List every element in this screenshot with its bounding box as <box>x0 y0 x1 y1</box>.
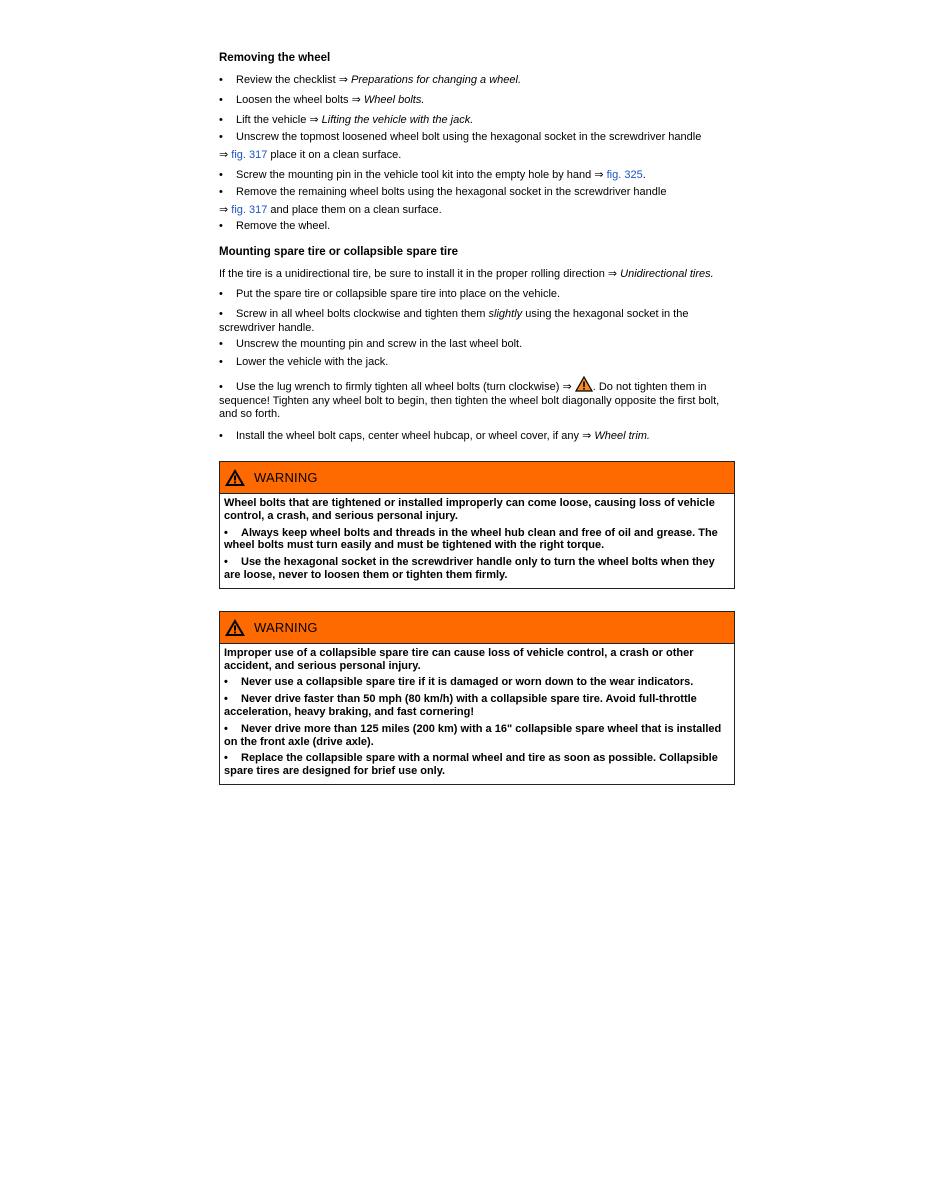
warning-triangle-icon[interactable] <box>575 376 593 392</box>
cross-reference[interactable]: Wheel trim. <box>594 429 650 442</box>
warning-label: WARNING <box>254 470 318 485</box>
warning-point: • Always keep wheel bolts and threads in the wheel hub clean and free of oil and grease. The wheel bolts must turn easily and must be tightened with the right torque. <box>224 526 718 552</box>
warning-label: WARNING <box>254 619 318 635</box>
warning-box-wheel-bolts <box>219 461 735 589</box>
cross-reference[interactable]: Unidirectional tires. <box>620 267 714 280</box>
warning-point: • Replace the collapsible spare with a normal wheel and tire as soon as possible. Collapsible spare tires are designed for brief use only. <box>224 752 718 778</box>
list-item: • Install the wheel bolt caps, center wheel hubcap, or wheel cover, if any ⇒ Wheel trim. <box>219 429 650 442</box>
list-item: • Screw the mounting pin in the vehicle tool kit into the empty hole by hand ⇒ fig. 325. <box>219 169 646 181</box>
warning-triangle-icon <box>224 618 246 637</box>
warning-body <box>220 644 734 784</box>
list-item: • Unscrew the mounting pin and screw in the last wheel bolt. <box>219 338 523 350</box>
list-item: • Use the lug wrench to firmly tighten all wheel bolts (turn clockwise) ⇒ . Do not tighten them in sequence! Tighten any wheel bolt to begin, then tighten the wheel bolt diagonally opposite the first bolt, and so forth. <box>219 376 735 422</box>
warning-header <box>220 612 734 644</box>
cross-reference[interactable]: Lifting the vehicle with the jack. <box>321 114 474 126</box>
list-item: • Lower the vehicle with the jack. <box>219 355 389 368</box>
cross-reference[interactable]: Wheel bolts. <box>363 94 425 106</box>
warning-box-collapsible-spare <box>219 611 735 785</box>
list-item: • Review the checklist ⇒ Preparations for changing a wheel. <box>219 74 521 86</box>
list-item: • Remove the remaining wheel bolts using the hexagonal socket in the screwdriver handle <box>219 185 667 198</box>
list-item-continuation: ⇒ fig. 317 place it on a clean surface. <box>219 148 402 161</box>
page-content <box>219 50 735 785</box>
list-item: • Screw in all wheel bolts clockwise and tighten them slightly using the hexagonal socket in the screwdriver handle. <box>219 308 689 334</box>
warning-header <box>220 462 734 494</box>
list-item: • Unscrew the topmost loosened wheel bolt using the hexagonal socket in the screwdriver handle <box>219 130 702 143</box>
warning-point: • Never use a collapsible spare tire if it is damaged or worn down to the wear indicators. <box>224 676 694 689</box>
intro-text: If the tire is a unidirectional tire, be sure to install it in the proper rolling direction ⇒ Unidirectional tires. <box>219 267 714 280</box>
warning-point: • Use the hexagonal socket in the screwdriver handle only to turn the wheel bolts when they are loose, never to loosen them or tighten them firmly. <box>224 556 715 581</box>
list-item: • Put the spare tire or collapsible spare tire into place on the vehicle. <box>219 288 561 300</box>
section-title-removing-wheel: Removing the wheel <box>219 52 331 64</box>
cross-reference[interactable]: Preparations for changing a wheel. <box>351 74 521 86</box>
list-item: • Loosen the wheel bolts ⇒ Wheel bolts. <box>219 94 425 106</box>
warning-triangle-icon <box>224 468 246 487</box>
list-item-continuation: ⇒ fig. 317 and place them on a clean surface. <box>219 203 442 216</box>
warning-point: • Never drive more than 125 miles (200 km) with a 16" collapsible spare wheel that is installed on the front axle (drive axle). <box>224 722 722 748</box>
list-item: • Remove the wheel. <box>219 220 331 232</box>
figure-link[interactable]: fig. 325 <box>606 169 643 181</box>
warning-point: • Never drive faster than 50 mph (80 km/h) with a collapsible spare tire. Avoid full-throttle acceleration, heavy braking, and fast cornering! <box>224 693 697 718</box>
section-title-mounting-spare: Mounting spare tire or collapsible spare tire <box>219 245 459 258</box>
figure-link[interactable]: fig. 317 <box>231 203 268 216</box>
list-item: • Lift the vehicle ⇒ Lifting the vehicle with the jack. <box>219 114 474 126</box>
figure-link[interactable]: fig. 317 <box>231 148 268 161</box>
warning-intro: Wheel bolts that are tightened or installed improperly can come loose, causing loss of vehicle control, a crash, and serious personal injury. <box>224 497 715 522</box>
warning-intro: Improper use of a collapsible spare tire can cause loss of vehicle control, a crash or other accident, and serious personal injury. <box>224 646 694 672</box>
warning-body <box>220 494 734 588</box>
